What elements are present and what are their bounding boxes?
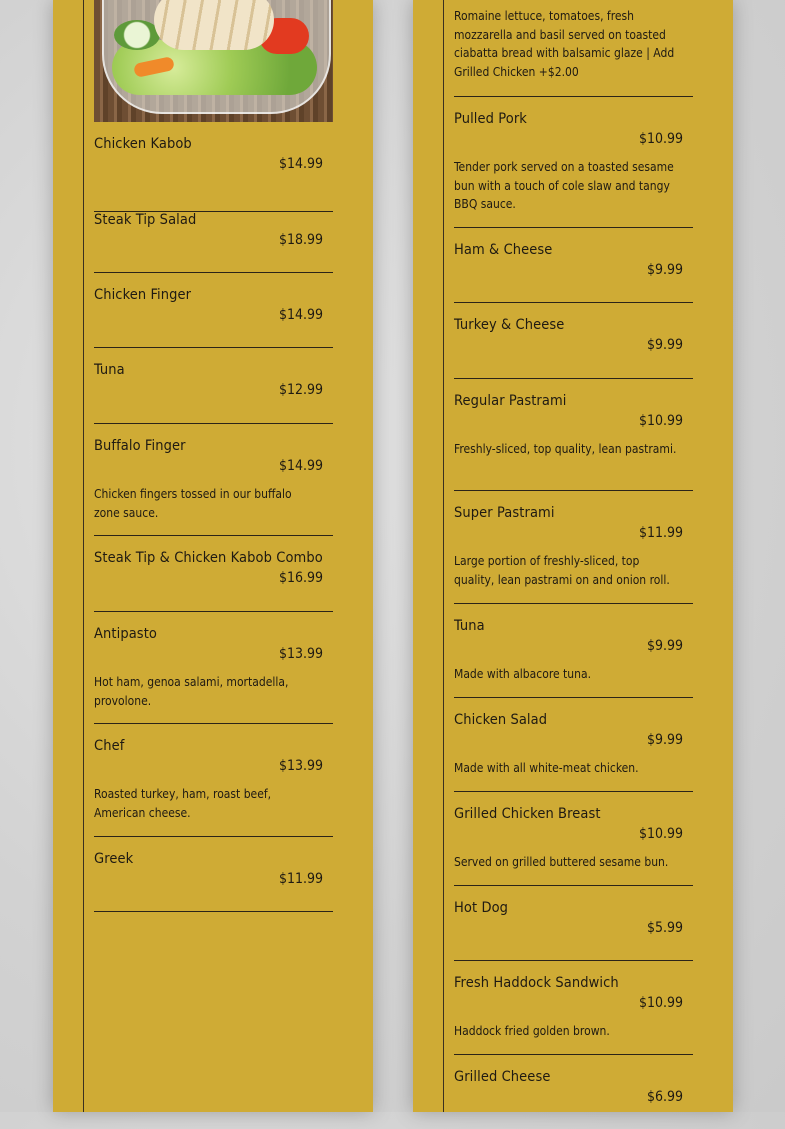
item-price: $10.99 [638, 413, 683, 429]
menu-item[interactable] [94, 438, 333, 536]
item-price: $14.99 [278, 458, 323, 474]
item-price: $5.99 [646, 920, 683, 936]
item-description: Served on grilled buttered sesame bun. [454, 855, 669, 869]
item-price: $10.99 [638, 131, 683, 147]
item-name: Chicken Kabob [94, 136, 192, 152]
item-name: Tuna [454, 618, 485, 634]
menu-panel-left [53, 0, 373, 1112]
menu-item[interactable] [94, 362, 333, 424]
item-name: Pulled Pork [454, 111, 527, 127]
menu-panel-right [413, 0, 733, 1112]
item-name: Chicken Salad [454, 712, 548, 728]
menu-item[interactable] [454, 975, 693, 1055]
item-name: Chicken Finger [94, 287, 192, 303]
item-description: Made with albacore tuna. [454, 667, 592, 681]
item-price: $9.99 [646, 638, 683, 654]
item-price: $9.99 [646, 337, 683, 353]
menu-item[interactable] [94, 626, 333, 724]
item-name: Antipasto [94, 626, 157, 642]
item-price: $13.99 [278, 646, 323, 662]
menu-item[interactable] [454, 317, 693, 379]
item-name: Super Pastrami [454, 505, 555, 521]
item-name: Regular Pastrami [454, 393, 567, 409]
item-name: Steak Tip Salad [94, 212, 197, 228]
menu-item[interactable] [454, 393, 693, 491]
item-price: $14.99 [278, 156, 323, 172]
item-price: $11.99 [278, 871, 323, 887]
item-description: Freshly-sliced, top quality, lean pastrami. [454, 442, 677, 456]
item-price: $10.99 [638, 826, 683, 842]
menu-item[interactable] [454, 111, 693, 228]
menu-item[interactable] [454, 505, 693, 604]
item-name: Steak Tip & Chicken Kabob Combo [94, 550, 323, 566]
menu-item[interactable] [454, 618, 693, 698]
menu-item[interactable] [454, 900, 693, 961]
item-price: $14.99 [278, 307, 323, 323]
menu-item-continued[interactable] [454, 0, 693, 97]
item-name: Hot Dog [454, 900, 509, 916]
item-price: $11.99 [638, 525, 683, 541]
item-price: $9.99 [646, 732, 683, 748]
item-description: Romaine lettuce, tomatoes, fresh mozzarella and basil served on toasted ciabatta bread with balsamic glaze | Add Grilled Chicken +$2.00 [454, 9, 675, 79]
panel-divider-line [443, 0, 444, 1112]
salad-photo [94, 0, 333, 122]
left-menu-column [94, 0, 333, 887]
item-description: Large portion of freshly-sliced, top quality, lean pastrami on and onion roll. [454, 554, 670, 587]
menu-item[interactable] [94, 136, 333, 212]
item-description: Hot ham, genoa salami, mortadella, provolone. [94, 675, 289, 708]
item-description: Roasted turkey, ham, roast beef, American cheese. [94, 787, 272, 820]
menu-item[interactable] [94, 212, 333, 273]
item-price: $6.99 [646, 1089, 683, 1105]
menu-item[interactable] [94, 851, 333, 912]
item-description: Haddock fried golden brown. [454, 1024, 610, 1038]
item-name: Ham & Cheese [454, 242, 553, 258]
item-name: Chef [94, 738, 125, 754]
panel-divider-line [83, 0, 84, 1112]
item-description: Tender pork served on a toasted sesame bun with a touch of cole slaw and tangy BBQ sauce. [454, 160, 674, 211]
item-price: $12.99 [278, 382, 323, 398]
menu-item[interactable] [94, 550, 333, 612]
item-name: Turkey & Cheese [454, 317, 565, 333]
menu-item[interactable] [94, 738, 333, 837]
item-price: $16.99 [278, 570, 323, 586]
item-name: Buffalo Finger [94, 438, 186, 454]
menu-item[interactable] [454, 1069, 693, 1129]
menu-item[interactable] [454, 712, 693, 792]
item-price: $9.99 [646, 262, 683, 278]
item-description: Chicken fingers tossed in our buffalo zone sauce. [94, 487, 292, 520]
item-name: Fresh Haddock Sandwich [454, 975, 619, 991]
item-price: $13.99 [278, 758, 323, 774]
menu-item[interactable] [454, 242, 693, 303]
item-price: $10.99 [638, 995, 683, 1011]
menu-item[interactable] [454, 806, 693, 886]
item-name: Greek [94, 851, 134, 867]
menu-item[interactable] [94, 287, 333, 348]
item-name: Grilled Chicken Breast [454, 806, 601, 822]
item-price: $18.99 [278, 232, 323, 248]
item-description: Made with all white-meat chicken. [454, 761, 639, 775]
item-name: Tuna [94, 362, 125, 378]
item-name: Grilled Cheese [454, 1069, 551, 1085]
